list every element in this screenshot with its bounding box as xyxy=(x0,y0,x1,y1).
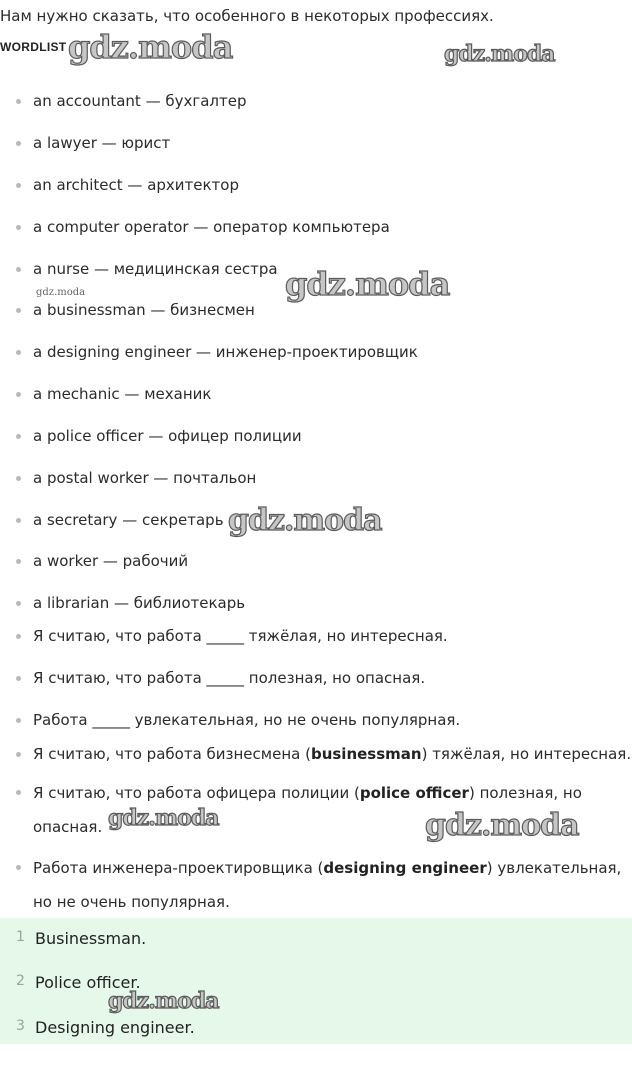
bullet-icon xyxy=(16,718,21,723)
template-sentence: Я считаю, что работа _____ полезная, но опасная. xyxy=(16,668,425,688)
bullet-icon xyxy=(16,392,21,397)
list-item: a designing engineer — инженер-проектировщик xyxy=(16,342,418,362)
watermark-logo: gdz.moda xyxy=(285,265,450,303)
bullet-icon xyxy=(16,601,21,606)
answer-item: 3 Designing engineer. xyxy=(16,1018,195,1037)
list-item: a secretary — секретарь xyxy=(16,510,224,530)
example-sentence: Я считаю, что работа офицера полиции (police officer) полезная, но опасная. xyxy=(16,776,629,844)
watermark-logo: gdz.moda xyxy=(425,808,579,843)
bullet-icon xyxy=(16,790,21,795)
list-item: an architect — архитектор xyxy=(16,175,239,195)
watermark-logo: gdz.moda xyxy=(444,41,555,67)
list-item: a nurse — медицинская сестра xyxy=(16,259,278,279)
watermark-logo: gdz.moda xyxy=(108,988,219,1014)
watermark-logo: gdz.moda xyxy=(108,805,219,831)
list-item: a worker — рабочий xyxy=(16,551,188,571)
list-item: an accountant — бухгалтер xyxy=(16,91,247,111)
bullet-icon xyxy=(16,141,21,146)
answers-panel xyxy=(0,918,632,1044)
example-sentence: Работа инженера-проектировщика (designing engineer) увлекательная, но не очень популярная. xyxy=(16,851,629,919)
bullet-icon xyxy=(16,518,21,523)
list-item: a police officer — офицер полиции xyxy=(16,426,302,446)
watermark-logo: gdz.moda xyxy=(36,287,86,298)
intro-text: Нам нужно сказать, что особенного в некоторых профессиях. xyxy=(0,7,494,25)
answer-item: 1 Businessman. xyxy=(16,929,147,948)
bullet-icon xyxy=(16,350,21,355)
list-item: a postal worker — почтальон xyxy=(16,468,256,488)
bullet-icon xyxy=(16,476,21,481)
bullet-icon xyxy=(16,559,21,564)
list-item: a librarian — библиотекарь xyxy=(16,593,245,613)
template-sentence: Работа _____ увлекательная, но не очень популярная. xyxy=(16,710,460,730)
watermark-logo: gdz.moda xyxy=(228,503,382,538)
example-sentence: Я считаю, что работа бизнесмена (businessman) тяжёлая, но интересная. xyxy=(16,744,631,764)
bullet-icon xyxy=(16,99,21,104)
watermark-logo: gdz.moda xyxy=(68,28,233,66)
template-sentence: Я считаю, что работа _____ тяжёлая, но интересная. xyxy=(16,626,448,646)
bullet-icon xyxy=(16,752,21,757)
bullet-icon xyxy=(16,225,21,230)
list-item: a lawyer — юрист xyxy=(16,133,170,153)
bullet-icon xyxy=(16,308,21,313)
list-item: a computer operator — оператор компьютера xyxy=(16,217,390,237)
list-item: a mechanic — механик xyxy=(16,384,211,404)
bullet-icon xyxy=(16,865,21,870)
list-item: a businessman — бизнесмен xyxy=(16,300,255,320)
bullet-icon xyxy=(16,634,21,639)
bullet-icon xyxy=(16,267,21,272)
bullet-icon xyxy=(16,434,21,439)
answer-item: 2 Police officer. xyxy=(16,973,141,992)
bullet-icon xyxy=(16,676,21,681)
bullet-icon xyxy=(16,183,21,188)
wordlist-label: WORDLIST xyxy=(0,40,67,54)
